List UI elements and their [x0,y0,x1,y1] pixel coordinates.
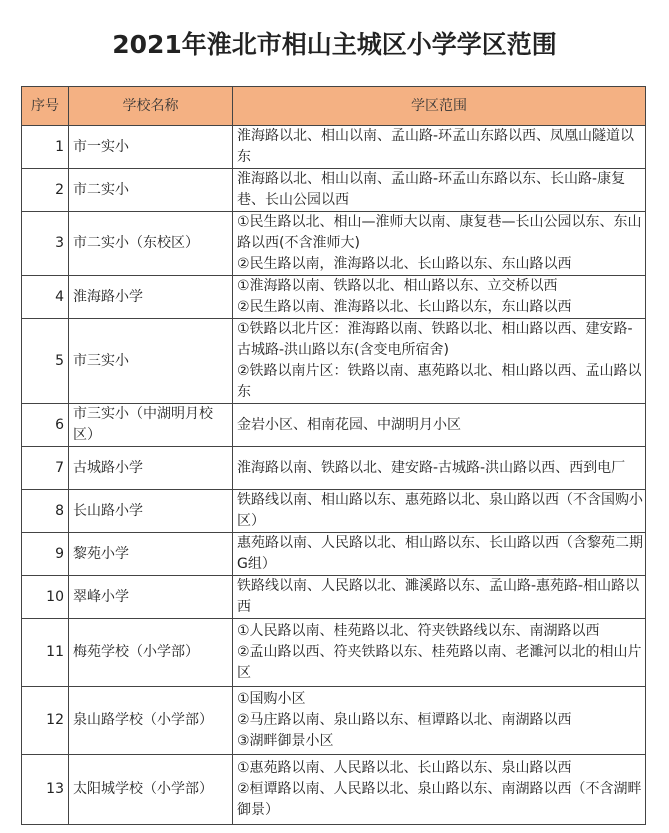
district-range-line: 惠苑路以南、人民路以北、相山路以东、长山路以西（含黎苑二期G组） [237,535,643,572]
district-range-line: 淮海路以北、相山以南、孟山路-环孟山东路以东、长山路-康复巷、长山公园以西 [237,171,626,208]
school-name: 黎苑小学 [69,533,233,576]
school-name: 梅苑学校（小学部） [69,619,233,687]
row-number: 5 [22,319,69,404]
district-range-line: ②民生路以南、淮海路以北、长山路以东，东山路以西 [237,299,572,315]
district-range [233,687,646,755]
header-district-range: 学区范围 [233,87,646,126]
header-number: 序号 [22,87,69,126]
school-name: 市二实小（东校区） [69,212,233,276]
row-number: 2 [22,169,69,212]
school-name: 市三实小 [69,319,233,404]
row-number: 4 [22,276,69,319]
school-name: 市三实小（中湖明月校区） [69,404,233,447]
table-row [22,490,646,533]
table-row [22,212,646,276]
district-range-line: ①民生路以北、相山—淮师大以南、康复巷—长山公园以东、东山路以西(不含淮师大) [237,214,642,251]
district-range-line: ①惠苑路以南、人民路以北、长山路以东、泉山路以西 [237,760,572,776]
row-number: 7 [22,447,69,490]
row-number: 10 [22,576,69,619]
row-number: 1 [22,126,69,169]
district-range-line: ①铁路以北片区：淮海路以南、铁路以北、相山路以西、建安路-古城路-洪山路以东(含变电所宿舍) [237,321,633,358]
district-range-line: 淮海路以北、相山以南、孟山路-环孟山东路以西、凤凰山隧道以东 [237,128,635,165]
district-range [233,404,646,447]
district-range [233,319,646,404]
school-name: 翠峰小学 [69,576,233,619]
table-row [22,533,646,576]
district-range-line: ②铁路以南片区：铁路以南、惠苑路以北、相山路以西、孟山路以东 [237,363,642,400]
row-number: 6 [22,404,69,447]
district-range-line: ③湖畔御景小区 [237,733,334,749]
school-name: 长山路小学 [69,490,233,533]
district-range [233,447,646,490]
district-range-line: ①淮海路以南、铁路以北、相山路以东、立交桥以西 [237,278,558,294]
district-range-line: 铁路线以南、相山路以东、惠苑路以北、泉山路以西（不含国购小区） [237,492,643,529]
row-number: 8 [22,490,69,533]
district-range-line: 铁路线以南、人民路以北、濉溪路以东、孟山路-惠苑路-相山路以西 [237,578,640,615]
district-range-line: ②马庄路以南、泉山路以东、桓谭路以北、南湖路以西 [237,712,572,728]
district-range [233,490,646,533]
district-range [233,533,646,576]
school-name: 古城路小学 [69,447,233,490]
table-header-row [22,87,646,126]
district-range [233,169,646,212]
school-name: 市一实小 [69,126,233,169]
table-row [22,576,646,619]
school-district-table [21,86,646,825]
district-range-line: 淮海路以南、铁路以北、建安路-古城路-洪山路以西、西到电厂 [237,459,626,476]
table-row [22,619,646,687]
district-range-line: ②孟山路以西、符夹铁路以东、桂苑路以南、老濉河以北的相山片区 [237,644,642,681]
district-range-line: 金岩小区、相南花园、中湖明月小区 [237,416,461,433]
row-number: 12 [22,687,69,755]
district-range-line: ①人民路以南、桂苑路以北、符夹铁路线以东、南湖路以西 [237,623,600,639]
school-name: 淮海路小学 [69,276,233,319]
page-title: 2021年淮北市相山主城区小学学区范围 [112,30,557,59]
district-range [233,755,646,825]
district-range [233,276,646,319]
district-range-line: ①国购小区 [237,691,306,707]
table-row [22,755,646,825]
table-row [22,404,646,447]
row-number: 9 [22,533,69,576]
district-range-line: ②桓谭路以南、人民路以北、泉山路以东、南湖路以西（不含湖畔御景） [237,781,642,818]
table-row [22,687,646,755]
school-name: 市二实小 [69,169,233,212]
table-row [22,319,646,404]
table-row [22,126,646,169]
school-name: 太阳城学校（小学部） [69,755,233,825]
district-range [233,126,646,169]
school-name: 泉山路学校（小学部） [69,687,233,755]
table-row [22,276,646,319]
row-number: 3 [22,212,69,276]
row-number: 11 [22,619,69,687]
header-school-name: 学校名称 [69,87,233,126]
district-range [233,576,646,619]
district-range [233,212,646,276]
table-row [22,447,646,490]
table-row [22,169,646,212]
district-range-line: ②民生路以南，淮海路以北、长山路以东、东山路以西 [237,256,572,272]
district-range [233,619,646,687]
row-number: 13 [22,755,69,825]
